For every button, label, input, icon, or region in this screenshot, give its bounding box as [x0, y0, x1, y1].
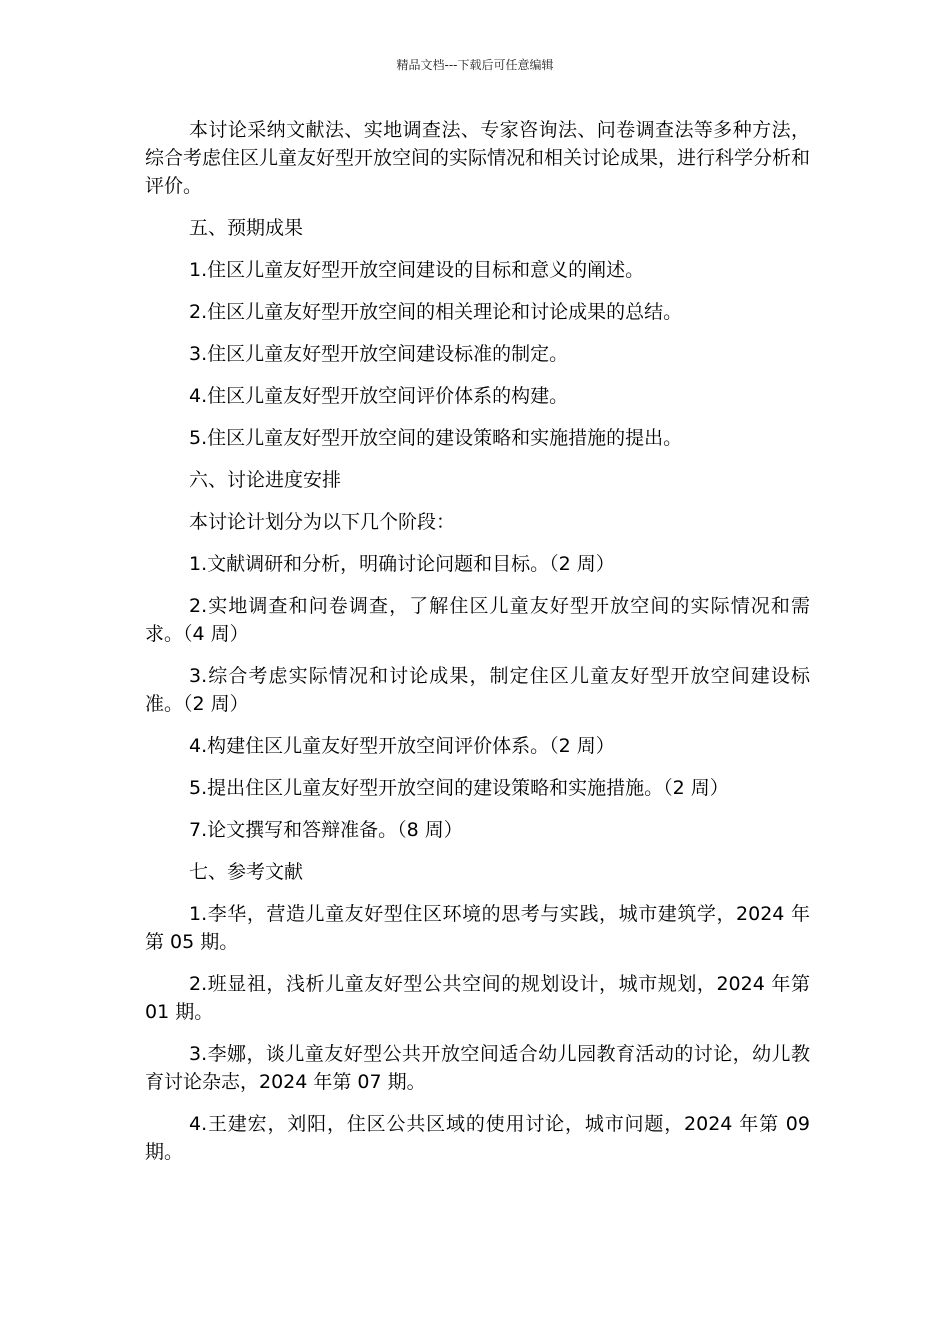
- list-item-result-4: 4.住区儿童友好型开放空间评价体系的构建。: [189, 385, 569, 407]
- page-header: 精品文档---下载后可任意编辑: [396, 58, 554, 72]
- paragraph-methods: 本讨论采纳文献法、实地调查法、专家咨询法、问卷调查法等多种方法，综合考虑住区儿童友好型开放空间的实际情况和相关讨论成果，进行科学分析和评价。: [145, 119, 811, 197]
- heading-expected-results: 五、预期成果: [189, 217, 304, 239]
- reference-item-4: 4.王建宏，刘阳，住区公共区域的使用讨论，城市问题，2024 年第 09 期。: [145, 1113, 810, 1163]
- reference-item-3: 3.李娜，谈儿童友好型公共开放空间适合幼儿园教育活动的讨论，幼儿教育讨论杂志，2024 年第 07 期。: [145, 1043, 810, 1093]
- heading-references: 七、参考文献: [189, 861, 304, 883]
- heading-schedule: 六、讨论进度安排: [189, 469, 342, 491]
- list-item-stage-4: 4.构建住区儿童友好型开放空间评价体系。（2 周）: [189, 735, 615, 757]
- list-item-result-3: 3.住区儿童友好型开放空间建设标准的制定。: [189, 343, 569, 365]
- document-body: [145, 116, 810, 1180]
- list-item-result-5: 5.住区儿童友好型开放空间的建设策略和实施措施的提出。: [189, 427, 683, 449]
- paragraph-schedule-intro: 本讨论计划分为以下几个阶段：: [189, 511, 456, 533]
- list-item-stage-1: 1.文献调研和分析，明确讨论问题和目标。（2 周）: [189, 553, 615, 575]
- list-item-result-1: 1.住区儿童友好型开放空间建设的目标和意义的阐述。: [189, 259, 645, 281]
- list-item-stage-2: 2.实地调查和问卷调查，了解住区儿童友好型开放空间的实际情况和需求。（4 周）: [145, 595, 810, 645]
- list-item-result-2: 2.住区儿童友好型开放空间的相关理论和讨论成果的总结。: [189, 301, 683, 323]
- list-item-stage-5: 5.提出住区儿童友好型开放空间的建设策略和实施措施。（2 周）: [189, 777, 729, 799]
- reference-item-1: 1.李华，营造儿童友好型住区环境的思考与实践，城市建筑学，2024 年第 05 期。: [145, 903, 810, 953]
- list-item-stage-7: 7.论文撰写和答辩准备。（8 周）: [189, 819, 463, 841]
- reference-item-2: 2.班显祖，浅析儿童友好型公共空间的规划设计，城市规划，2024 年第 01 期。: [145, 973, 810, 1023]
- list-item-stage-3: 3.综合考虑实际情况和讨论成果，制定住区儿童友好型开放空间建设标准。（2 周）: [145, 665, 810, 715]
